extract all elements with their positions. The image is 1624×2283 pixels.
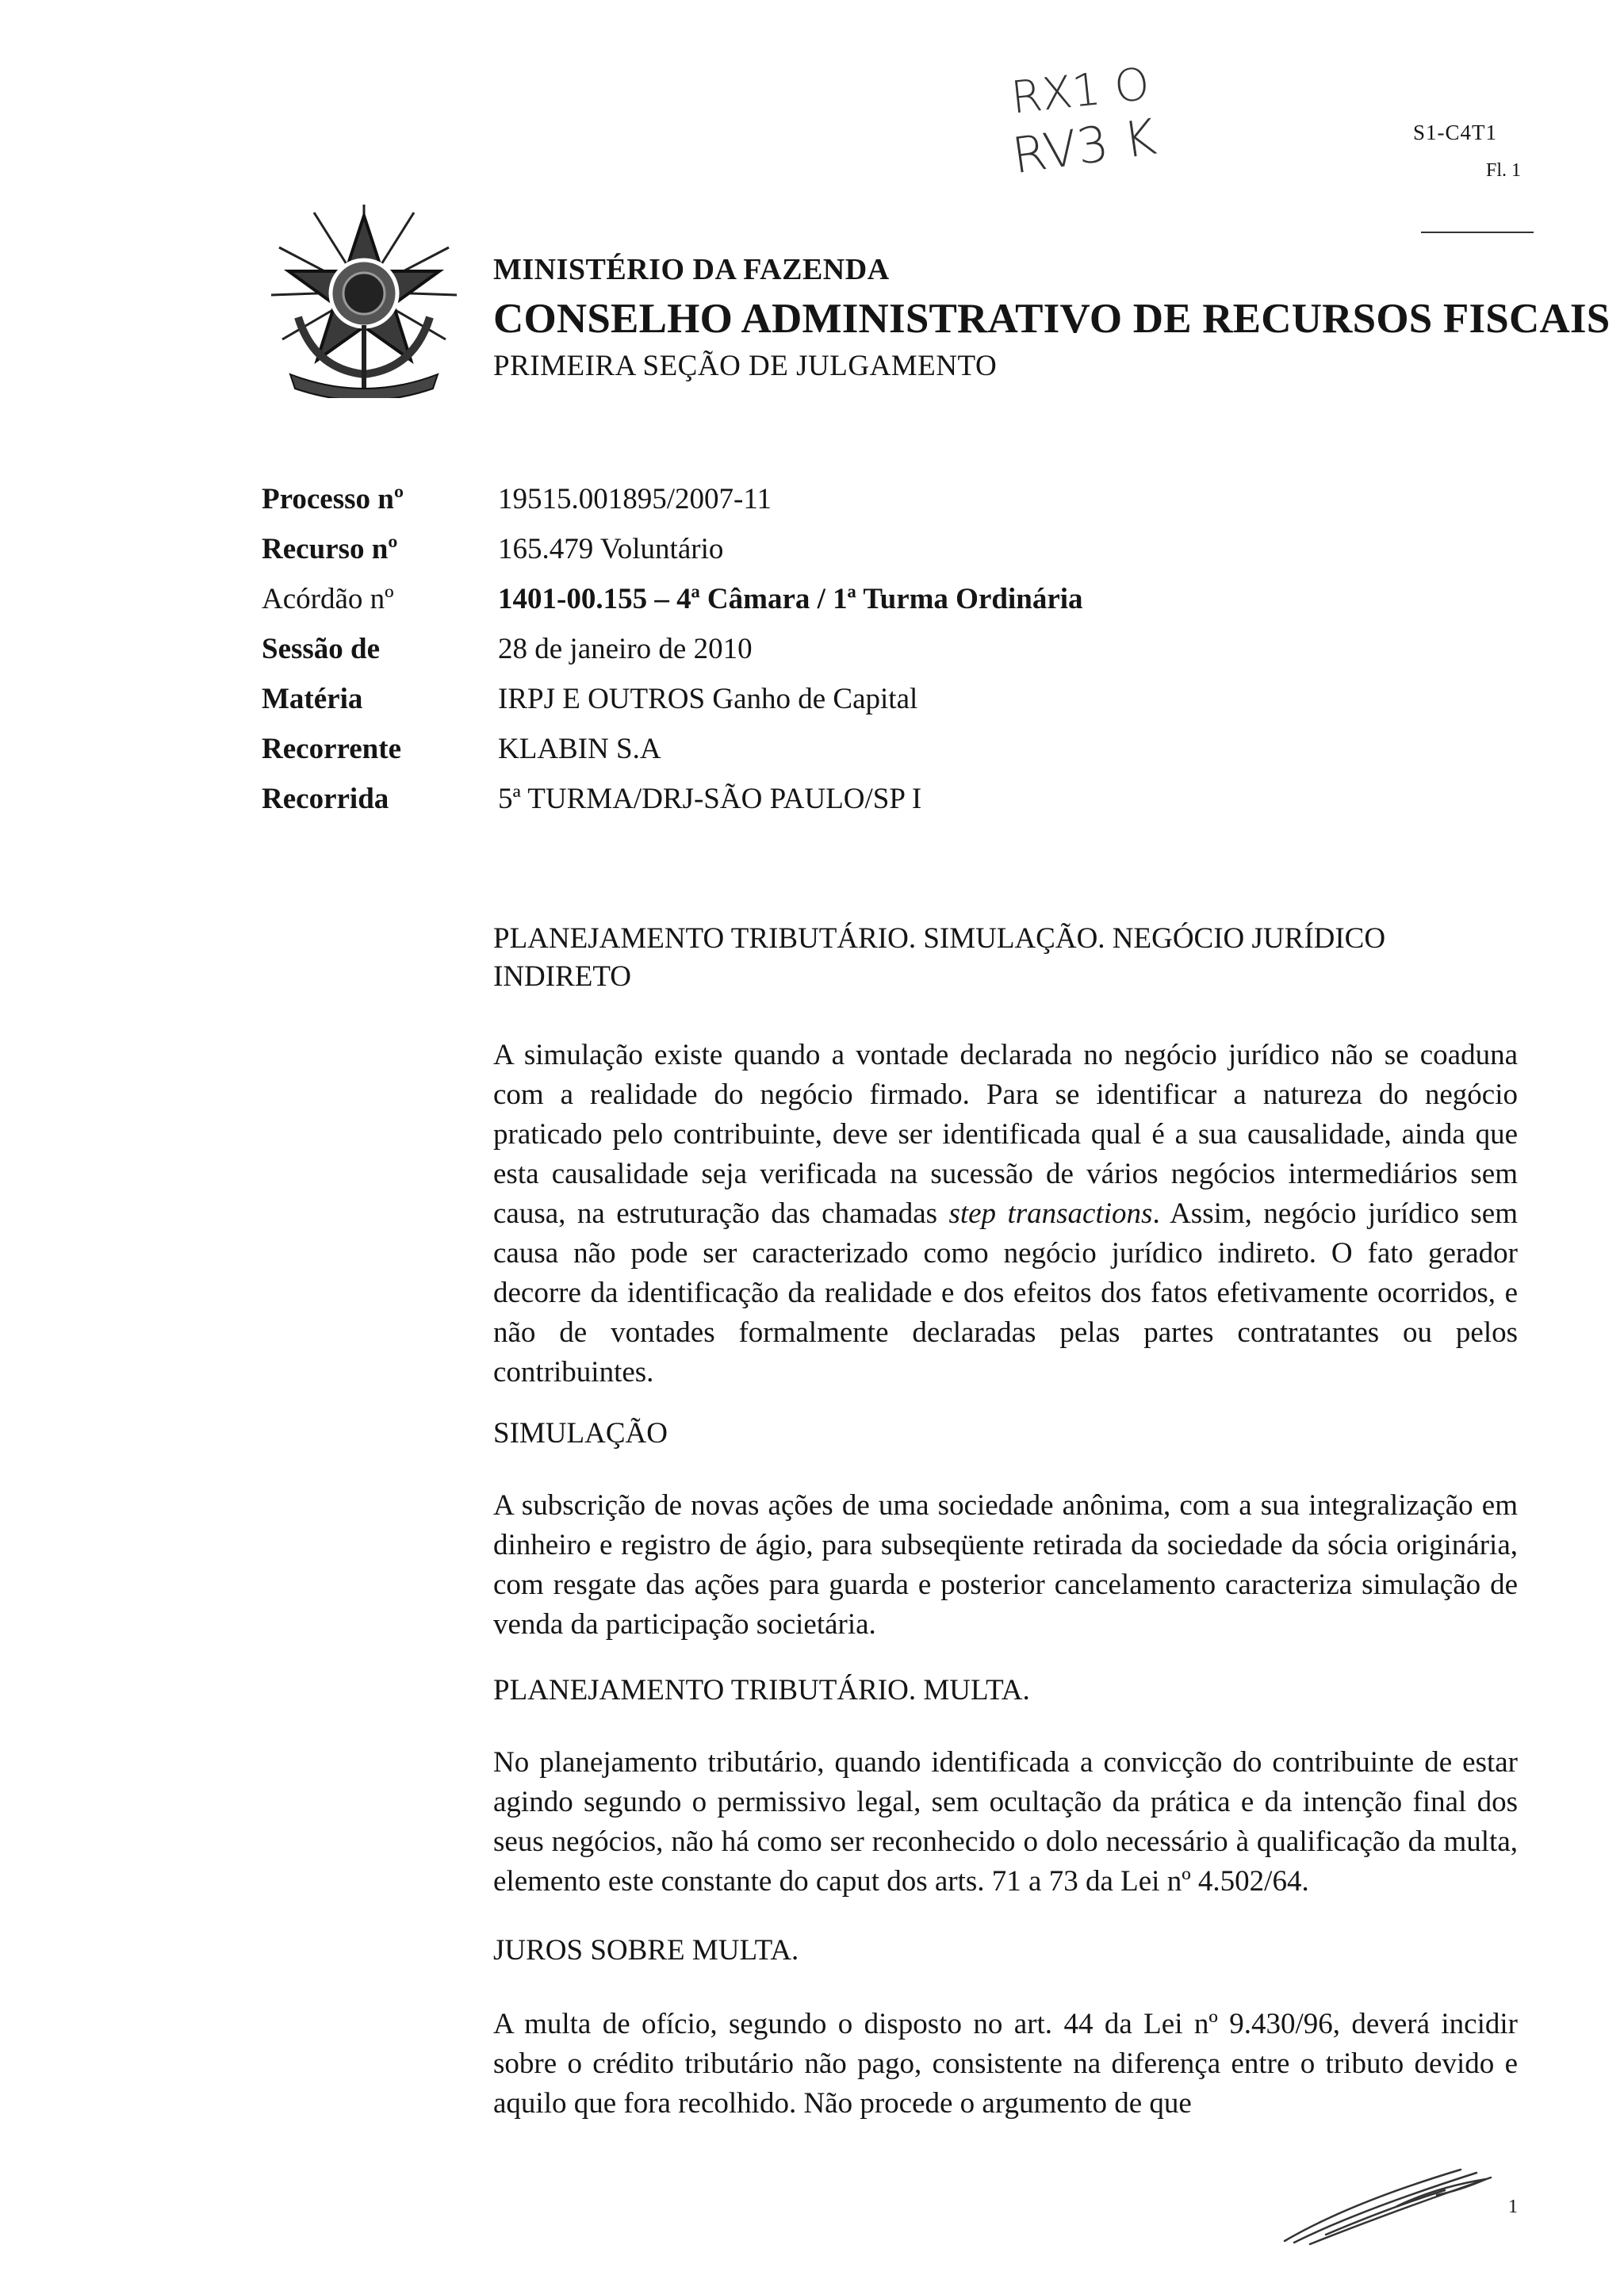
recurso-value: 165.479 Voluntário: [498, 533, 724, 565]
ementa-heading-4: JUROS SOBRE MULTA.: [493, 1934, 799, 1967]
ementa-body: [493, 920, 1518, 2124]
ementa-paragraph-1: [493, 1036, 1518, 1392]
annotation-line-1: RX1 O: [1009, 58, 1152, 124]
acordao-value: 1401-00.155 – 4ª Câmara / 1ª Turma Ordinária: [498, 583, 1083, 615]
processo-value: 19515.001895/2007-11: [498, 483, 772, 515]
materia-value: IRPJ E OUTROS Ganho de Capital: [498, 683, 918, 715]
section-name: PRIMEIRA SEÇÃO DE JULGAMENTO: [493, 350, 998, 382]
recorrida-value: 5ª TURMA/DRJ-SÃO PAULO/SP I: [498, 783, 922, 815]
ementa-heading-2: SIMULAÇÃO: [493, 1417, 668, 1450]
meta-row-sessao: [262, 632, 1530, 682]
sessao-label: Sessão de: [262, 633, 381, 665]
annotation-line-2: RV3 K: [1009, 107, 1160, 186]
ementa-paragraph-3: No planejamento tributário, quando identificada a convicção do contribuinte de estar agindo segundo o permissivo legal, sem ocultação da prática e da intenção final dos seus negócios, não há como ser reconhecido o dolo necessário à qualificação da multa, elemento este constante do caput dos arts. 71 a 73 da Lei nº 4.502/64.: [493, 1746, 1518, 1898]
header-rule: [1421, 232, 1534, 233]
meta-row-processo: [262, 482, 1530, 532]
paragraph-1-text-b: . Assim, negócio jurídico sem causa não pode ser caracterizado como negócio jurídico indireto. O fato gerador decorre da identificação da realidade e dos efeitos dos fatos efetivamente ocorridos, e não de vontades formalmente declaradas pelas partes contratantes ou pelos contribuintes.: [493, 1197, 1518, 1389]
page-number: 1: [1508, 2197, 1518, 2217]
paragraph-1-text-a: A simulação existe quando a vontade declarada no negócio jurídico não se coaduna com a realidade do negócio firmado. Para se identificar a natureza do negócio praticado pelo contribuinte, deve ser identificada qual é a sua causalidade, ainda que esta causalidade seja verificada na sucessão de vários negócios intermediários sem causa, na estruturação das chamadas: [493, 1039, 1518, 1230]
meta-row-acordao: [262, 582, 1530, 632]
sheet-code: S1-C4T1: [1413, 121, 1498, 144]
ementa-paragraph-4: A multa de ofício, segundo o disposto no art. 44 da Lei nº 9.430/96, deverá incidir sobre o crédito tributário não pago, consistente na diferença entre o tributo devido e aquilo que fora recolhido. Não procede o argumento de que: [493, 2008, 1518, 2120]
council-name: CONSELHO ADMINISTRATIVO DE RECURSOS FISCAIS: [493, 296, 1611, 342]
sheet-number: Fl. 1: [1486, 160, 1522, 181]
materia-label: Matéria: [262, 683, 363, 715]
recorrente-value: KLABIN S.A: [498, 733, 661, 765]
signature-mark: [1278, 2155, 1500, 2250]
ementa-heading-1: PLANEJAMENTO TRIBUTÁRIO. SIMULAÇÃO. NEGÓCIO JURÍDICO INDIRETO: [493, 922, 1386, 993]
recorrida-label: Recorrida: [262, 783, 389, 815]
meta-row-recurso: [262, 532, 1530, 582]
recorrente-label: Recorrente: [262, 733, 401, 765]
handwritten-annotation: [1009, 58, 1160, 224]
coat-of-arms-emblem: [266, 198, 462, 398]
meta-row-recorrida: [262, 782, 1530, 832]
meta-row-recorrente: [262, 732, 1530, 782]
ementa-heading-3: PLANEJAMENTO TRIBUTÁRIO. MULTA.: [493, 1674, 1030, 1707]
meta-row-materia: [262, 682, 1530, 732]
case-metadata: [262, 482, 1530, 832]
ementa-paragraph-2: A subscrição de novas ações de uma sociedade anônima, com a sua integralização em dinheiro e registro de ágio, para subseqüente retirada da sociedade da sócia originária, com resgate das ações para guarda e posterior cancelamento caracteriza simulação de venda da participação societária.: [493, 1489, 1518, 1641]
recurso-label: Recurso nº: [262, 533, 398, 565]
ministry-name: MINISTÉRIO DA FAZENDA: [493, 253, 890, 286]
acordao-label: Acórdão nº: [262, 583, 394, 615]
paragraph-1-emphasis: step transactions: [948, 1197, 1153, 1230]
processo-label: Processo nº: [262, 483, 404, 515]
sessao-value: 28 de janeiro de 2010: [498, 633, 753, 665]
